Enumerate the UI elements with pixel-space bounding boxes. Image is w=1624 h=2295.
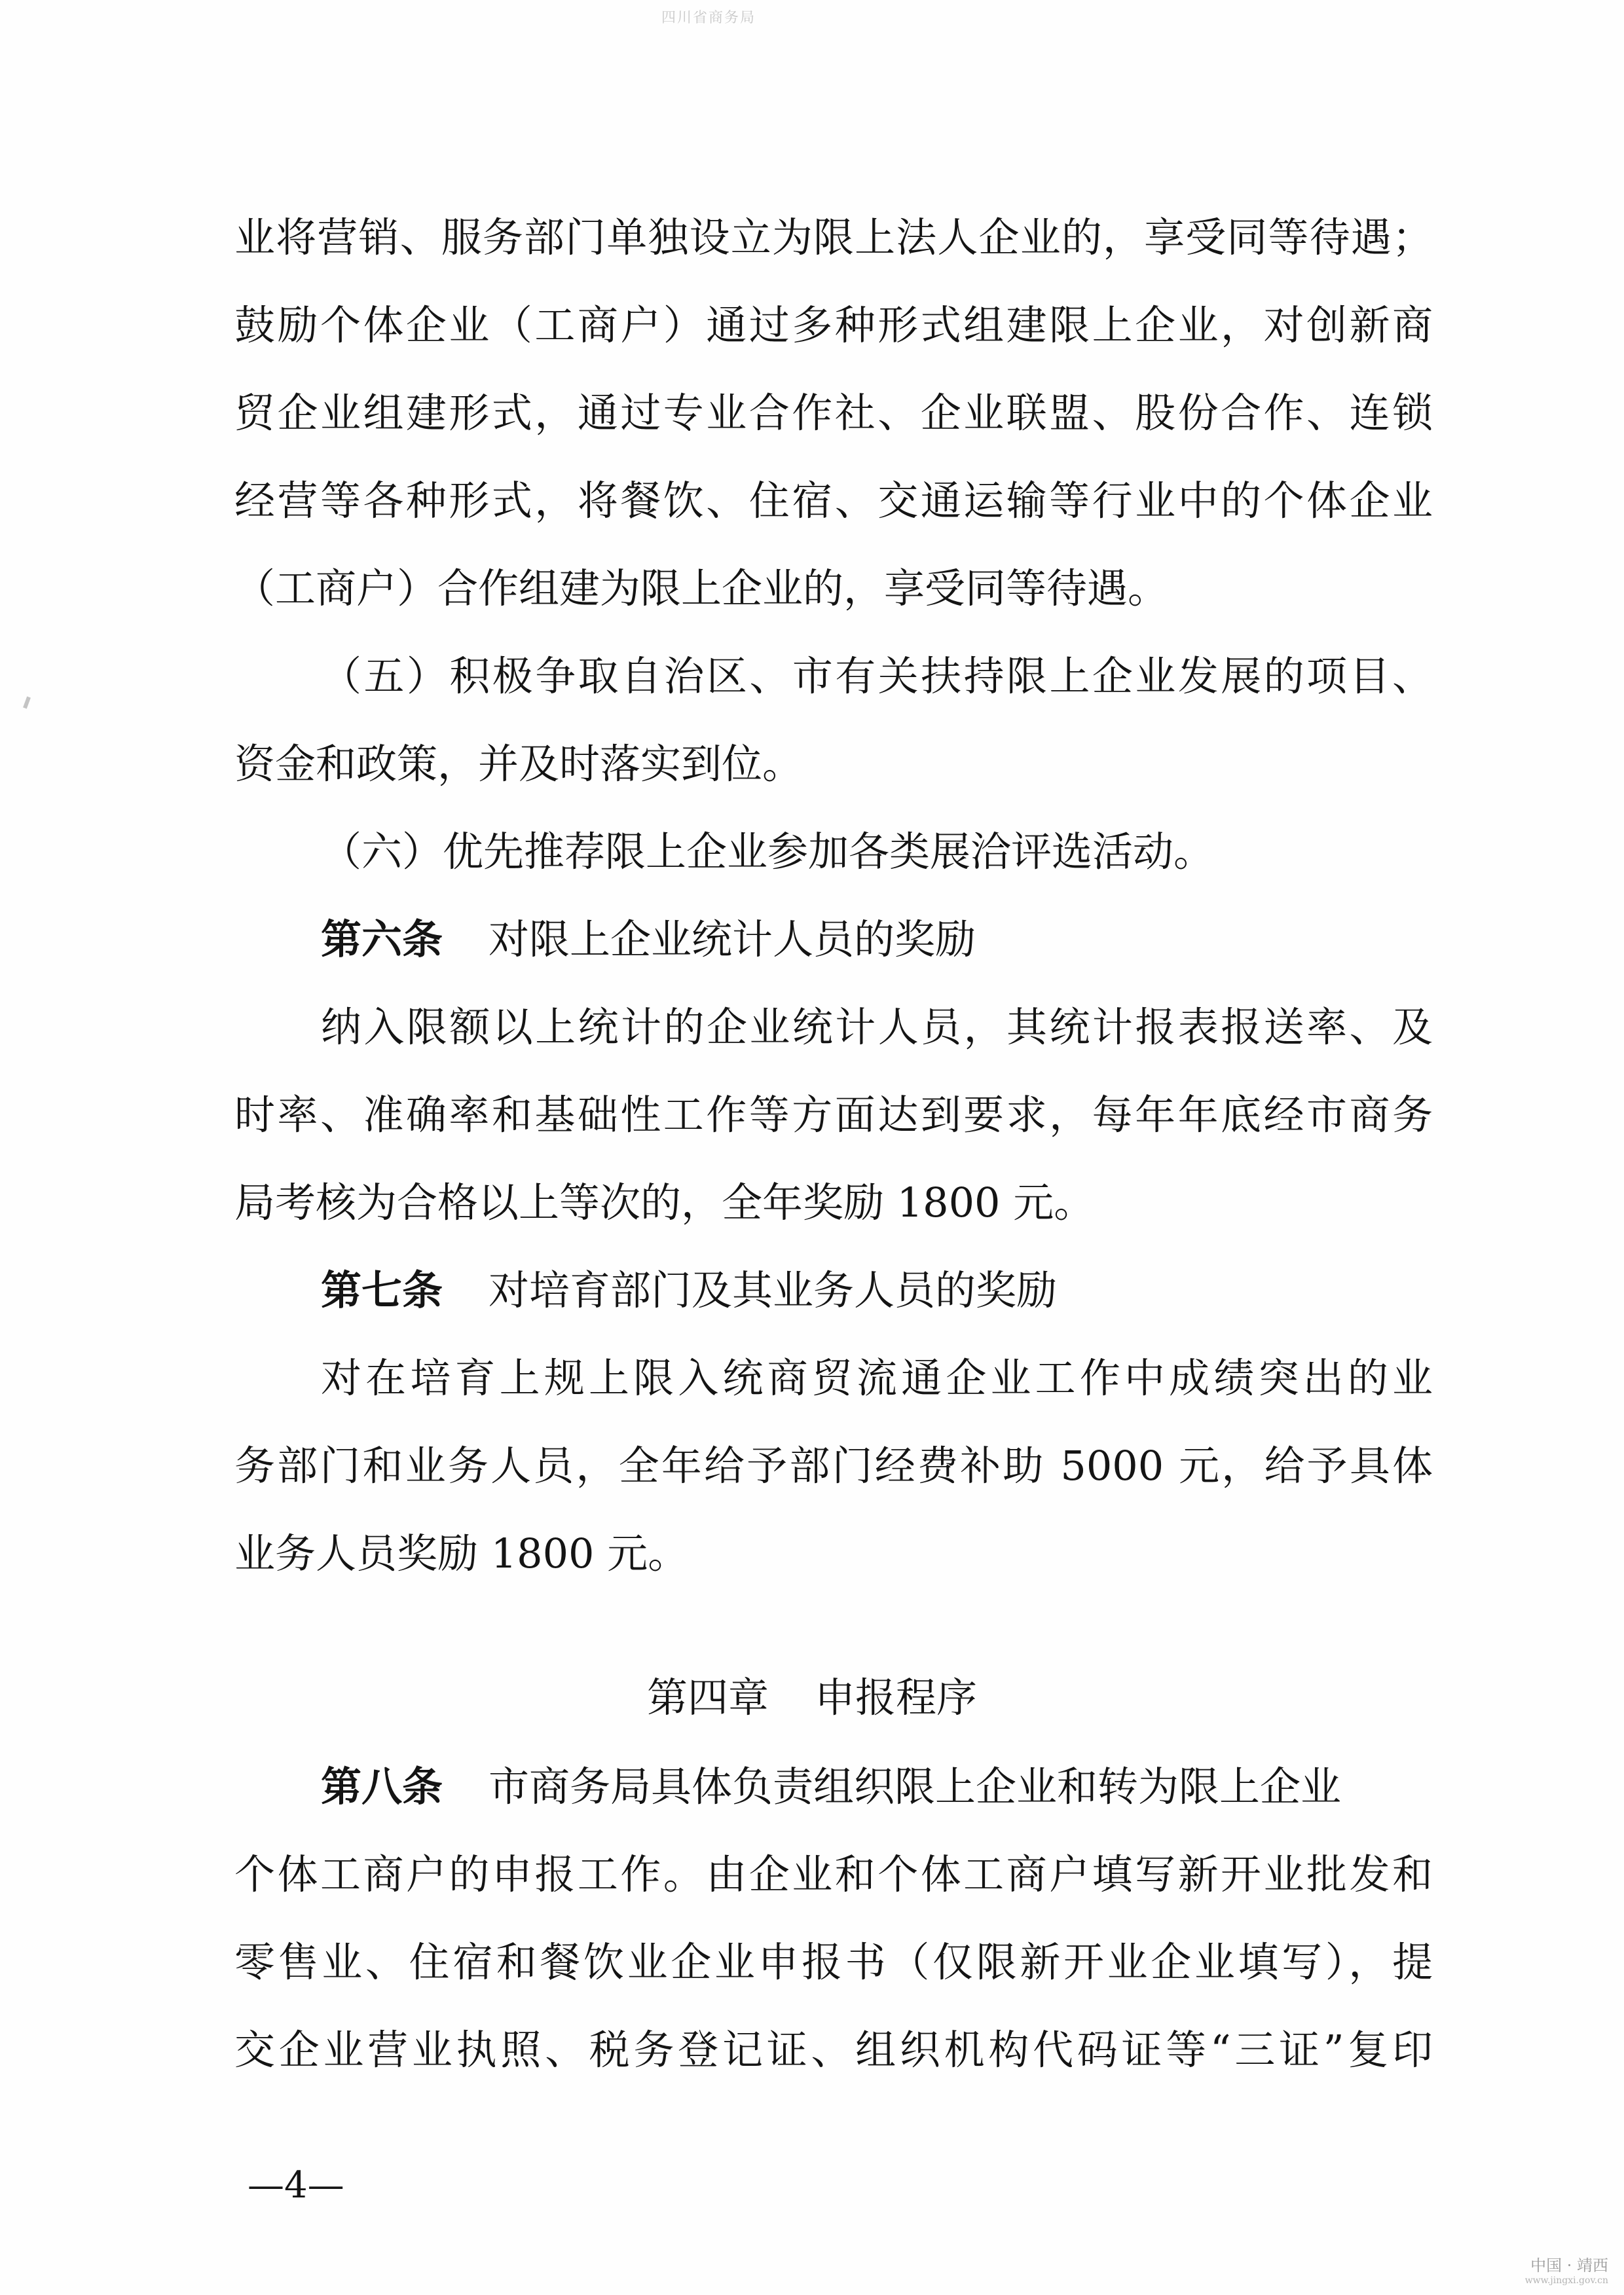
- paragraph-line: 业务人员奖励 1800 元。: [234, 1530, 689, 1577]
- paragraph-line: （五）积极争取自治区、市有关扶持限上企业发展的项目、: [321, 652, 1433, 700]
- article-heading: [321, 1259, 1433, 1322]
- paragraph-line: 业将营销、服务部门单独设立为限上法人企业的，享受同等待遇；: [234, 213, 1433, 261]
- page-number: —4—: [248, 2164, 344, 2207]
- chapter-title: 申报程序: [815, 1674, 978, 1721]
- article-heading: [321, 908, 1433, 971]
- article-heading: [321, 1755, 1433, 1818]
- paragraph-line: 务部门和业务人员，全年给予部门经费补助 5000 元，给予具体: [234, 1442, 1433, 1490]
- article-first-line: 市商务局具体负责组织限上企业和转为限上企业: [489, 1763, 1342, 1810]
- paragraph-line: 资金和政策，并及时落实到位。: [234, 740, 803, 788]
- paragraph-line: 时率、准确率和基础性工作等方面达到要求，每年年底经市商务: [234, 1091, 1433, 1139]
- paragraph-line: 贸企业组建形式，通过专业合作社、企业联盟、股份合作、连锁: [234, 389, 1433, 437]
- paragraph-line: 对在培育上规上限入统商贸流通企业工作中成绩突出的业: [321, 1354, 1433, 1402]
- paragraph-line: 局考核为合格以上等次的，全年奖励 1800 元。: [234, 1179, 1095, 1226]
- paragraph-line: 零售业、住宿和餐饮业企业申报书（仅限新开业企业填写），提: [234, 1938, 1433, 1986]
- paragraph-line: 鼓励个体企业（工商户）通过多种形式组建限上企业，对创新商: [234, 301, 1433, 349]
- paragraph-line: 个体工商户的申报工作。由企业和个体工商户填写新开业批发和: [234, 1850, 1433, 1898]
- paragraph-line: 交企业营业执照、税务登记证、组织机构代码证等“三证”复印: [234, 2026, 1433, 2074]
- scan-speck: [23, 697, 31, 709]
- site-watermark: [1525, 2256, 1608, 2286]
- watermark-url: www.jingxi.gov.cn: [1524, 2275, 1608, 2286]
- article-title: 对限上企业统计人员的奖励: [489, 915, 976, 963]
- header-mark: 四川省商务局: [661, 10, 756, 26]
- paragraph-line: 经营等各种形式，将餐饮、住宿、交通运输等行业中的个体企业: [234, 477, 1433, 524]
- watermark-main: 中国 · 靖西: [1530, 2256, 1608, 2275]
- article-title: 对培育部门及其业务人员的奖励: [489, 1266, 1058, 1314]
- chapter-heading: [0, 1666, 1624, 1729]
- article-label: 第六条: [321, 915, 443, 963]
- article-label: 第七条: [321, 1266, 443, 1314]
- chapter-label: 第四章: [646, 1674, 769, 1721]
- paragraph-line: （工商户）合作组建为限上企业的，享受同等待遇。: [234, 564, 1169, 612]
- article-label: 第八条: [321, 1763, 443, 1810]
- paragraph-line: 纳入限额以上统计的企业统计人员，其统计报表报送率、及: [321, 1003, 1433, 1051]
- paragraph-line: （六）优先推荐限上企业参加各类展洽评选活动。: [321, 828, 1215, 875]
